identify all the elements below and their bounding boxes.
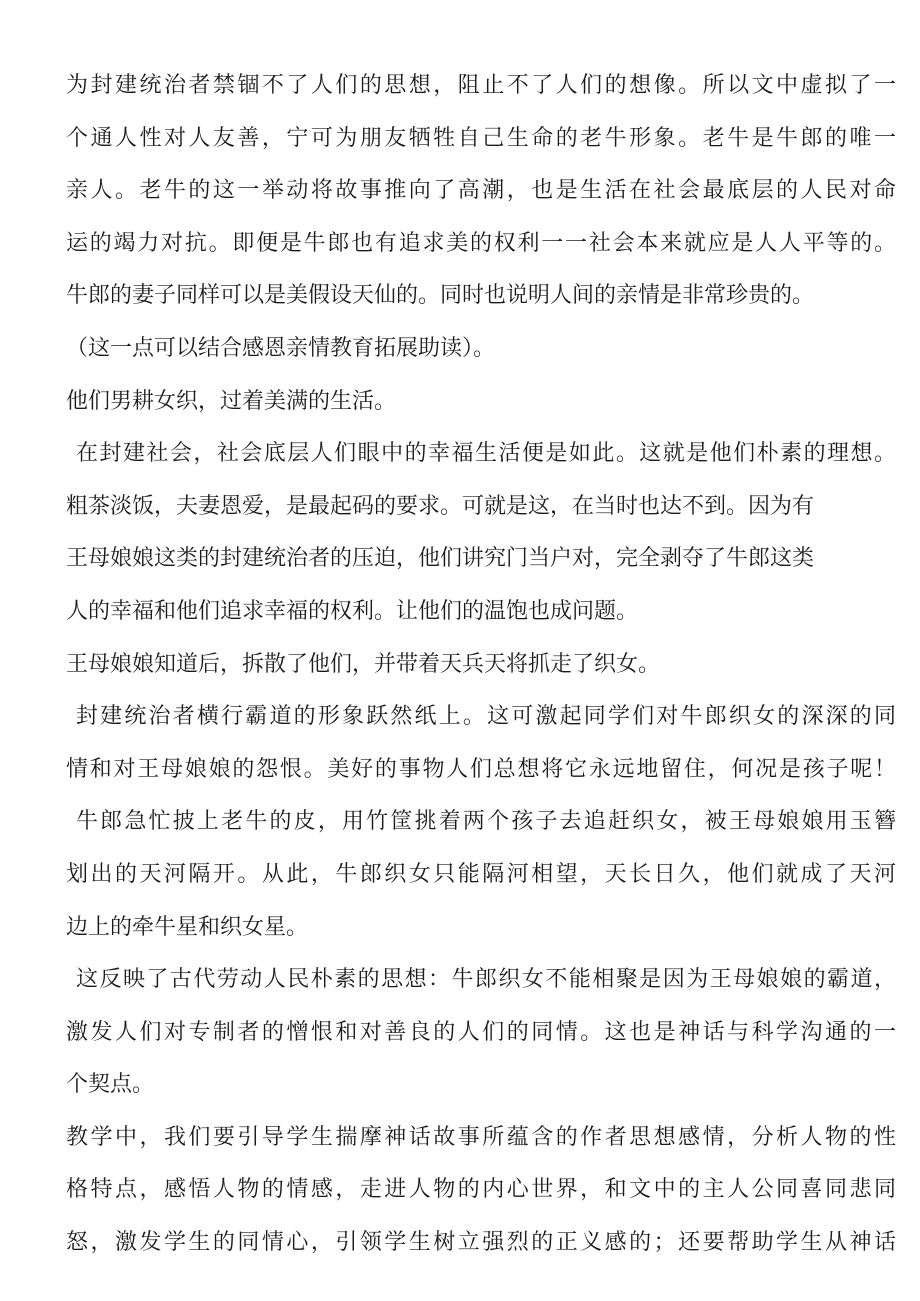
text-line: 个契点。 <box>66 1072 155 1098</box>
text-line: 粗茶淡饭，夫妻恩爱，是最起码的要求。可就是这，在当时也达不到。因为有 <box>66 493 815 519</box>
text-line: 这反映了古代劳动人民朴素的思想：牛郎织女不能相聚是因为王母娘娘的霸道， <box>76 967 896 993</box>
text-line: 封建统治者横行霸道的形象跃然纸上。这可激起同学们对牛郎织女的深深的同 <box>76 704 896 730</box>
body-text <box>66 60 896 1270</box>
text-line: 划出的天河隔开。从此，牛郎织女只能隔河相望，天长日久，他们就成了天河 <box>66 861 896 887</box>
text-line: 个通人性对人友善，宁可为朋友牺牲自己生命的老牛形象。老牛是牛郎的唯一 <box>66 125 896 151</box>
text-line: 王母娘娘知道后，拆散了他们，并带着天兵天将抓走了织女。 <box>66 651 661 677</box>
text-line: 王母娘娘这类的封建统治者的压迫，他们讲究门当户对，完全剥夺了牛郎这类 <box>66 546 815 572</box>
text-line: 教学中，我们要引导学生揣摩神话故事所蕴含的作者思想感情，分析人物的性 <box>66 1124 896 1150</box>
text-line: 情和对王母娘娘的怨恨。美好的事物人们总想将它永远地留住，何况是孩子呢！ <box>66 756 896 782</box>
text-line: 他们男耕女织，过着美满的生活。 <box>66 388 397 414</box>
text-line: 为封建统治者禁锢不了人们的思想，阻止不了人们的想像。所以文中虚拟了一 <box>66 73 896 98</box>
text-line: 激发人们对专制者的憎恨和对善良的人们的同情。这也是神话与科学沟通的一 <box>66 1019 896 1045</box>
text-line: 在封建社会，社会底层人们眼中的幸福生活便是如此。这就是他们朴素的理想。 <box>76 441 896 467</box>
text-line: 亲人。老牛的这一举动将故事推向了高潮，也是生活在社会最底层的人民对命 <box>66 178 896 204</box>
text-line: 边上的牵牛星和织女星。 <box>66 914 309 940</box>
text-line: 怒，激发学生的同情心，引领学生树立强烈的正义感的；还要帮助学生从神话 <box>66 1230 896 1256</box>
text-line: 牛郎的妻子同样可以是美假设天仙的。同时也说明人间的亲情是非常珍贵的。 <box>66 283 815 309</box>
text-line: 牛郎急忙披上老牛的皮，用竹筐挑着两个孩子去追赶织女，被王母娘娘用玉簪 <box>76 809 896 835</box>
text-line: 人的幸福和他们追求幸福的权利。让他们的温饱也成问题。 <box>66 598 639 624</box>
text-line: 运的竭力对抗。即便是牛郎也有追求美的权利一一社会本来就应是人人平等的。 <box>66 230 896 256</box>
text-line: （这一点可以结合感恩亲情教育拓展助读）。 <box>66 335 496 361</box>
text-line: 格特点，感悟人物的情感，走进人物的内心世界，和文中的主人公同喜同悲同 <box>66 1177 896 1203</box>
